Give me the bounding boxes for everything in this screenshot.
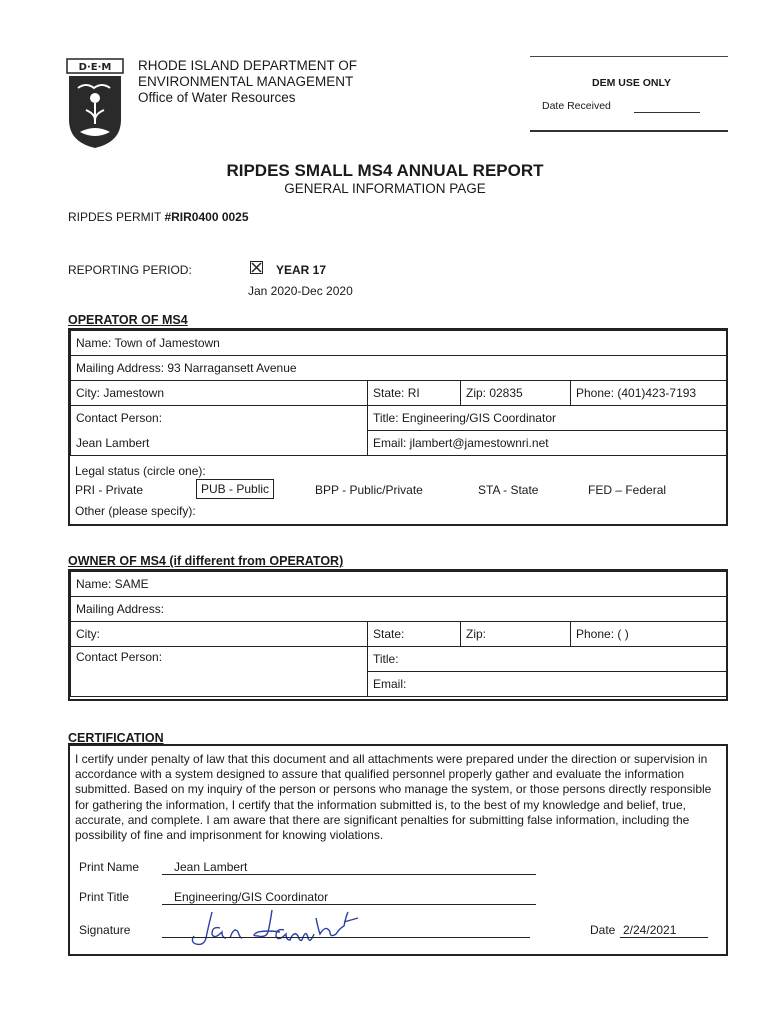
dept-line-1: RHODE ISLAND DEPARTMENT OF	[138, 58, 358, 73]
print-name-value[interactable]: Jean Lambert	[174, 860, 248, 874]
certification-statement: I certify under penalty of law that this document and all attachments were prepared under the direction or supervision in accordance with a system designed to assure that qualified personnel properly gather and evaluate the information submitted. Based on my inquiry of the person or persons who manage the system, or those persons directly responsible for gathering the information, I certify that the information submitted is, to the best of my knowledge and belief, true, accurate, and complete. I am aware that there are significant penalties for submitting false information, including the possibility of fine and imprisonment for knowing violations.	[75, 752, 712, 843]
certification-box	[68, 744, 728, 956]
dept-line-3: Office of Water Resources	[138, 90, 296, 105]
signature-label: Signature	[79, 923, 131, 937]
dem-use-only-label: DEM USE ONLY	[592, 77, 671, 89]
print-title-value[interactable]: Engineering/GIS Coordinator	[174, 890, 329, 904]
legal-other-label[interactable]: Other (please specify):	[75, 504, 196, 518]
operator-state[interactable]: State: RI	[368, 381, 461, 406]
owner-mailing[interactable]: Mailing Address:	[71, 597, 727, 622]
legal-pub-label: PUB - Public	[201, 482, 270, 496]
owner-contact[interactable]: Contact Person:	[71, 647, 368, 697]
reporting-period-label: REPORTING PERIOD:	[68, 263, 192, 277]
print-name-label: Print Name	[79, 860, 140, 874]
print-name-line	[162, 874, 536, 875]
owner-email[interactable]: Email:	[368, 672, 727, 697]
permit-line	[68, 210, 249, 224]
date-received-label: Date Received	[542, 100, 611, 112]
operator-phone[interactable]: Phone: (401)423-7193	[571, 381, 727, 406]
date-received-line	[634, 112, 700, 113]
handwritten-signature[interactable]	[190, 904, 370, 948]
date-label: Date	[590, 923, 616, 937]
legal-pri-option[interactable]: PRI - Private	[75, 483, 144, 497]
dem-use-only-box	[530, 56, 728, 132]
owner-phone[interactable]: Phone: ( )	[571, 622, 727, 647]
operator-zip[interactable]: Zip: 02835	[461, 381, 571, 406]
operator-contact-name[interactable]: Jean Lambert	[71, 431, 368, 456]
operator-name[interactable]: Name: Town of Jamestown	[71, 331, 727, 356]
dem-logo	[66, 58, 124, 150]
operator-title[interactable]: Title: Engineering/GIS Coordinator	[368, 406, 727, 431]
legal-status-label: Legal status (circle one):	[75, 464, 206, 478]
owner-table	[70, 571, 727, 697]
legal-sta-option[interactable]: STA - State	[478, 483, 539, 497]
operator-city[interactable]: City: Jamestown	[71, 381, 368, 406]
year-checkbox[interactable]	[250, 261, 263, 274]
owner-section-title: OWNER OF MS4 (if different from OPERATOR)	[68, 554, 344, 568]
report-title: RIPDES SMALL MS4 ANNUAL REPORT	[226, 161, 544, 180]
legal-bpp-option[interactable]: BPP - Public/Private	[315, 483, 423, 497]
print-title-label: Print Title	[79, 890, 130, 904]
operator-box	[68, 328, 728, 526]
owner-state[interactable]: State:	[368, 622, 461, 647]
svg-text:D·E·M: D·E·M	[78, 62, 112, 73]
date-value[interactable]: 2/24/2021	[623, 923, 677, 937]
permit-number: #RIR0400 0025	[164, 210, 249, 224]
reporting-dates: Jan 2020-Dec 2020	[248, 284, 353, 298]
certification-section-title: CERTIFICATION	[68, 731, 164, 745]
owner-city[interactable]: City:	[71, 622, 368, 647]
reporting-year: YEAR 17	[276, 263, 327, 277]
permit-label: RIPDES PERMIT	[68, 210, 165, 224]
signature-line	[162, 937, 530, 938]
date-line	[620, 937, 708, 938]
legal-fed-option[interactable]: FED – Federal	[588, 483, 667, 497]
report-subtitle: GENERAL INFORMATION PAGE	[284, 181, 486, 196]
operator-email[interactable]: Email: jlambert@jamestownri.net	[368, 431, 727, 456]
operator-mailing[interactable]: Mailing Address: 93 Narragansett Avenue	[71, 356, 727, 381]
owner-name[interactable]: Name: SAME	[71, 572, 727, 597]
owner-title[interactable]: Title:	[368, 647, 727, 672]
operator-contact-label: Contact Person:	[71, 406, 368, 431]
operator-section-title: OPERATOR OF MS4	[68, 313, 188, 327]
dem-seal-icon	[66, 58, 124, 150]
owner-box	[68, 569, 728, 701]
legal-pub-option-circled[interactable]	[196, 479, 274, 499]
owner-zip[interactable]: Zip:	[461, 622, 571, 647]
department-name	[138, 58, 357, 106]
checkbox-x-icon	[251, 262, 262, 273]
operator-table	[70, 330, 727, 456]
dept-line-2: ENVIRONMENTAL MANAGEMENT	[138, 74, 354, 89]
